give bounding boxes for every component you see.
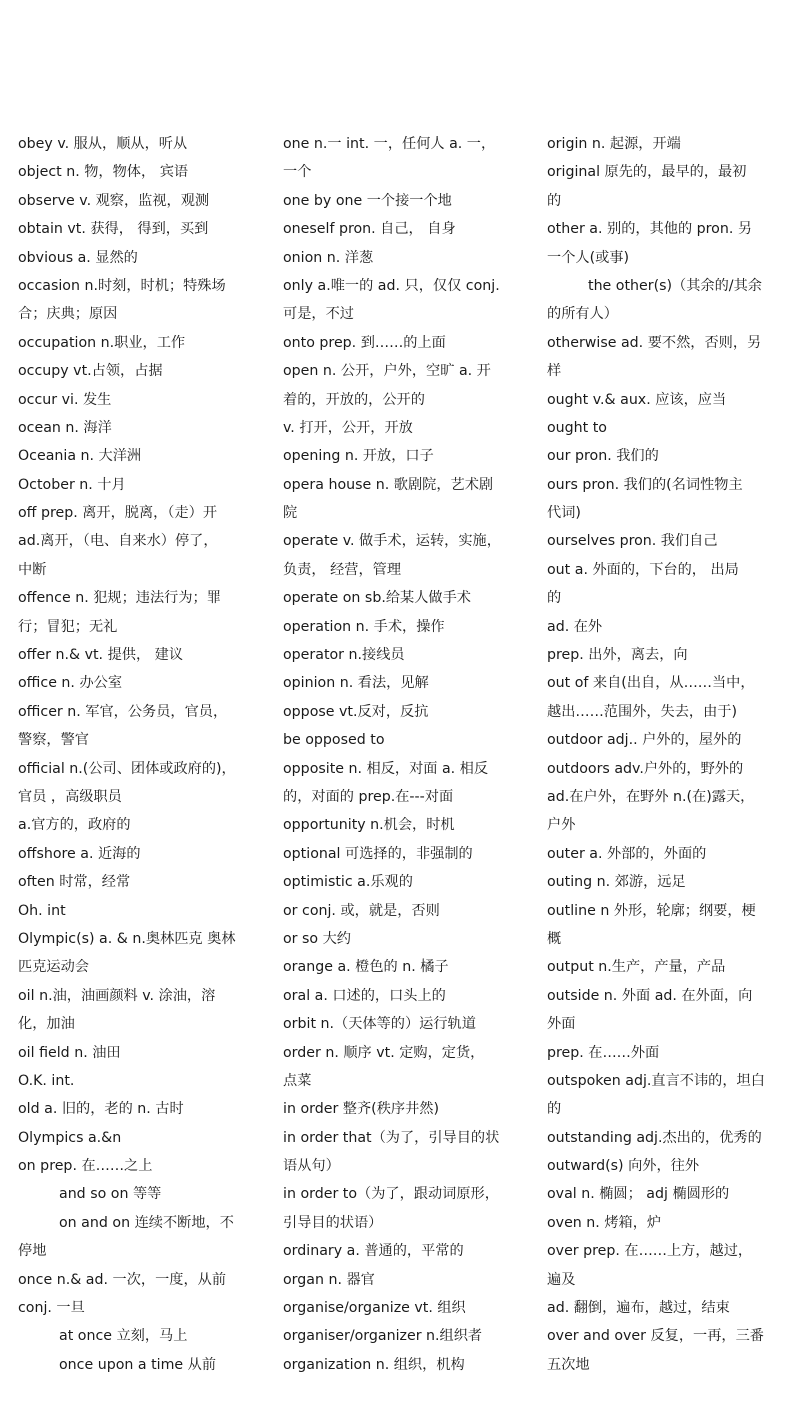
vocab-line: 的，对面的 prep.在---对面 [283, 788, 454, 805]
vocab-line: out of 来自(出自，从……当中， [547, 675, 755, 692]
vocab-line: observe v. 观察，监视，观测 [18, 192, 210, 209]
vocab-line: 遍及 [547, 1271, 576, 1288]
vocab-line: one by one 一个接一个地 [283, 192, 452, 209]
vocab-line: oven n. 烤箱，炉 [547, 1214, 662, 1231]
vocab-line: occupation n.职业，工作 [18, 334, 186, 351]
vocab-line: offence n. 犯规；违法行为；罪 [18, 590, 221, 607]
vocab-line: 越出……范围外，失去，由于) [547, 703, 737, 720]
vocab-line: 的所有人） [547, 306, 618, 323]
vocab-line: 五次地 [547, 1356, 590, 1373]
vocab-line: official n.(公司、团体或政府的)， [18, 760, 236, 777]
vocab-line: outline n 外形，轮廓；纲要，梗 [547, 902, 756, 919]
vocab-line: or conj. 或，就是，否则 [283, 902, 440, 919]
vocab-line: opera house n. 歌剧院，艺术剧 [283, 476, 494, 493]
vocab-line: output n.生产，产量，产品 [547, 959, 726, 976]
vocab-line: 警察，警官 [18, 732, 89, 749]
vocab-line: at once 立刻，马上 [59, 1328, 188, 1345]
vocab-line: outer a. 外部的，外面的 [547, 845, 707, 862]
vocab-line: or so 大约 [283, 930, 351, 947]
vocab-line: a.官方的，政府的 [18, 817, 131, 834]
vocab-line: on and on 连续不断地，不 [59, 1214, 234, 1231]
vocab-line: occupy vt.占领，占据 [18, 363, 163, 380]
vocab-line: original 原先的，最早的，最初 [547, 164, 747, 181]
vocab-line: 匹克运动会 [18, 959, 89, 976]
vocab-line: 一个 [283, 164, 312, 181]
vocab-line: 院 [283, 505, 298, 522]
vocab-line: otherwise ad. 要不然，否则，另 [547, 334, 762, 351]
vocab-line: once n.& ad. 一次，一度，从前 [18, 1271, 227, 1288]
vocab-line: operate on sb.给某人做手术 [283, 590, 471, 607]
vocab-line: ordinary a. 普通的，平常的 [283, 1243, 464, 1260]
vocab-line: onion n. 洋葱 [283, 249, 374, 266]
vocab-line: oneself pron. 自己， 自身 [283, 221, 456, 238]
vocab-line: 合；庆典；原因 [18, 306, 118, 323]
vocab-line: obey v. 服从，顺从，听从 [18, 136, 188, 152]
vocab-line: over prep. 在……上方，越过， [547, 1243, 753, 1260]
vocab-line: 的 [547, 590, 562, 607]
vocab-line: only a.唯一的 ad. 只，仅仅 conj. [283, 277, 500, 294]
vocab-line: occasion n.时刻，时机；特殊场 [18, 277, 226, 294]
vocab-line: operation n. 手术，操作 [283, 618, 445, 635]
vocab-line: organ n. 器官 [283, 1271, 375, 1288]
vocab-line: office n. 办公室 [18, 675, 123, 692]
vocab-column-2 [283, 130, 511, 1379]
vocab-line: origin n. 起源，开端 [547, 136, 681, 152]
vocab-line: 引导目的状语） [283, 1214, 383, 1231]
vocab-line: 官员 ，高级职员 [18, 788, 122, 805]
vocab-line: oil n.油，油画颜料 v. 涂油，溶 [18, 987, 216, 1004]
vocab-line: often 时常，经常 [18, 874, 131, 891]
vocab-line: 负责， 经营，管理 [283, 561, 402, 578]
vocab-line: outspoken adj.直言不讳的，坦白 [547, 1072, 765, 1089]
vocab-line: outing n. 郊游，远足 [547, 874, 686, 891]
vocab-line: O.K. int. [18, 1072, 75, 1089]
vocab-line: outdoor adj.. 户外的，屋外的 [547, 732, 742, 749]
vocab-line: ocean n. 海洋 [18, 419, 112, 436]
vocab-line: orange a. 橙色的 n. 橘子 [283, 959, 449, 976]
vocab-line: outstanding adj.杰出的，优秀的 [547, 1129, 762, 1146]
vocab-line: October n. 十月 [18, 476, 126, 493]
vocab-line: 户外 [547, 817, 576, 834]
vocab-line: ourselves pron. 我们自己 [547, 533, 718, 550]
vocab-line: ad. 在外 [547, 618, 603, 635]
vocab-line: ad.离开，（电、自来水）停了， [18, 533, 218, 550]
vocab-line: 行；冒犯；无礼 [18, 618, 118, 635]
vocab-line: Olympic(s) a. & n.奥林匹克 奥林 [18, 930, 236, 947]
vocab-line: 的 [547, 1101, 562, 1118]
vocab-line: oval n. 椭圆； adj 椭圆形的 [547, 1186, 730, 1203]
vocab-line: our pron. 我们的 [547, 448, 659, 465]
vocab-line: Oceania n. 大洋洲 [18, 448, 142, 465]
vocab-line: prep. 在……外面 [547, 1044, 660, 1061]
vocab-line: 概 [547, 930, 562, 947]
vocab-line: organiser/organizer n.组织者 [283, 1328, 483, 1345]
vocab-line: old a. 旧的，老的 n. 古时 [18, 1101, 184, 1118]
vocab-line: 外面 [547, 1016, 576, 1033]
vocab-line: ad.在户外，在野外 n.(在)露天， [547, 788, 755, 805]
vocab-line: offer n.& vt. 提供， 建议 [18, 647, 184, 664]
vocab-line: organization n. 组织，机构 [283, 1356, 465, 1373]
vocab-line: once upon a time 从前 [59, 1356, 217, 1373]
vocab-line: outdoors adv.户外的，野外的 [547, 760, 744, 777]
vocab-line: opposite n. 相反，对面 a. 相反 [283, 760, 489, 777]
vocab-line: 代词) [547, 505, 581, 522]
vocab-line: ought to [547, 419, 607, 436]
vocab-line: 点菜 [283, 1072, 312, 1089]
vocab-line: over and over 反复，一再，三番 [547, 1328, 764, 1345]
vocab-line: ours pron. 我们的(名词性物主 [547, 476, 743, 493]
vocab-line: onto prep. 到……的上面 [283, 334, 446, 351]
vocab-line: 可是，不过 [283, 306, 354, 323]
vocab-line: 语从句） [283, 1158, 340, 1175]
vocab-line: ad. 翻倒，遍布，越过，结束 [547, 1300, 730, 1317]
vocab-line: oral a. 口述的，口头上的 [283, 987, 446, 1004]
vocab-line: order n. 顺序 vt. 定购，定货， [283, 1044, 485, 1061]
vocab-line: opportunity n.机会，时机 [283, 817, 455, 834]
vocab-line: obtain vt. 获得， 得到，买到 [18, 221, 209, 238]
vocab-line: outward(s) 向外，往外 [547, 1158, 700, 1175]
vocab-line: the other(s)（其余的/其余 [588, 277, 762, 294]
vocab-line: 一个人(或事) [547, 249, 630, 266]
vocab-line: oil field n. 油田 [18, 1044, 121, 1061]
vocab-line: and so on 等等 [59, 1186, 162, 1203]
vocab-line: orbit n.（天体等的）运行轨道 [283, 1016, 476, 1033]
vocab-line: Olympics a.&n [18, 1129, 122, 1146]
vocab-line: optional 可选择的，非强制的 [283, 845, 473, 862]
vocab-line: operate v. 做手术，运转，实施， [283, 533, 501, 550]
vocab-column-3 [547, 130, 775, 1379]
vocab-line: off prep. 离开，脱离，（走）开 [18, 505, 218, 522]
vocab-line: 化，加油 [18, 1016, 75, 1033]
vocab-line: 样 [547, 363, 562, 380]
vocab-line: v. 打开，公开，开放 [283, 419, 413, 436]
vocab-line: open n. 公开，户外，空旷 a. 开 [283, 363, 491, 380]
vocab-line: occur vi. 发生 [18, 391, 112, 408]
vocab-line: operator n.接线员 [283, 647, 405, 664]
vocab-line: 的 [547, 192, 562, 209]
vocab-line: in order to（为了，跟动词原形， [283, 1186, 499, 1203]
vocab-line: out a. 外面的，下台的， 出局 [547, 561, 739, 578]
vocab-line: offshore a. 近海的 [18, 845, 141, 862]
vocab-line: prep. 出外，离去，向 [547, 647, 688, 664]
vocab-line: one n.一 int. 一，任何人 a. 一， [283, 136, 496, 152]
vocab-line: outside n. 外面 ad. 在外面，向 [547, 987, 753, 1004]
vocab-line: 着的，开放的，公开的 [283, 391, 425, 408]
vocab-line: in order that（为了，引导目的状 [283, 1129, 500, 1146]
vocab-line: Oh. int [18, 902, 66, 919]
vocab-line: object n. 物，物体， 宾语 [18, 164, 189, 181]
vocab-line: obvious a. 显然的 [18, 249, 138, 266]
vocab-line: be opposed to [283, 732, 385, 749]
vocab-line: ought v.& aux. 应该，应当 [547, 391, 727, 408]
vocab-line: 停地 [18, 1243, 47, 1260]
vocab-line: optimistic a.乐观的 [283, 874, 413, 891]
vocab-column-1 [18, 130, 250, 1379]
vocab-line: other a. 别的，其他的 pron. 另 [547, 221, 753, 238]
vocab-line: opinion n. 看法，见解 [283, 675, 429, 692]
vocab-line: 中断 [18, 561, 47, 578]
vocab-line: organise/organize vt. 组织 [283, 1300, 466, 1317]
vocab-line: conj. 一旦 [18, 1300, 85, 1317]
vocab-line: opening n. 开放，口子 [283, 448, 434, 465]
vocab-line: oppose vt.反对，反抗 [283, 703, 429, 720]
vocab-line: in order 整齐(秩序井然) [283, 1101, 439, 1118]
vocab-line: on prep. 在……之上 [18, 1158, 153, 1175]
vocab-line: officer n. 军官，公务员，官员， [18, 703, 228, 720]
